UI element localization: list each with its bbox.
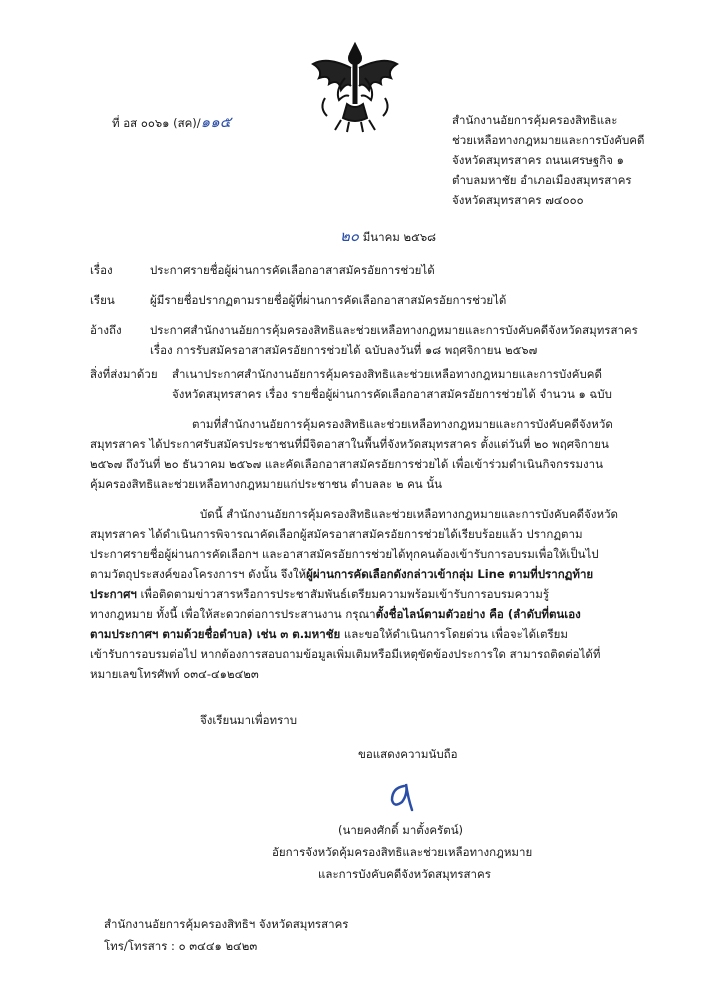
signer-title-line: และการบังคับคดีจังหวัดสมุทรสาคร xyxy=(318,867,491,881)
enclosure-line: จังหวัดสมุทรสาคร เรื่อง รายชื่อผู้ผ่านการคัดเลือกอาสาสมัครอัยการช่วยได้ จำนวน ๑ ฉบับ xyxy=(172,387,612,401)
paragraph-line: สมุทรสาคร ได้ดำเนินการพิจารณาคัดเลือกผู้สมัครอาสาสมัครอัยการช่วยได้เรียบร้อยแล้ว ปรากฏตาม xyxy=(90,527,583,541)
address-line: จังหวัดสมุทรสาคร ๗๔๐๐๐ xyxy=(452,193,584,207)
address-line: จังหวัดสมุทรสาคร ถนนเศรษฐกิจ ๑ xyxy=(452,153,624,167)
paragraph-line: เข้ารับการอบรมต่อไป หากต้องการสอบถามข้อมูลเพิ่มเติมหรือมีเหตุขัดข้องประการใด สามารถติดต่อได้ที่ xyxy=(90,647,601,661)
garuda-emblem-icon xyxy=(305,38,405,134)
paragraph-line xyxy=(90,564,618,584)
signoff-text: ขอแสดงความนับถือ xyxy=(358,747,458,761)
signature xyxy=(382,780,426,814)
reference-text xyxy=(150,320,638,360)
reference-line: เรื่อง การรับสมัครอาสาสมัครอัยการช่วยได้ ฉบับลงวันที่ ๑๘ พฤศจิกายน ๒๕๖๗ xyxy=(150,343,538,357)
paragraph-line xyxy=(90,604,618,624)
footer-phone: โทร/โทรสาร : ๐ ๓๔๔๑ ๒๔๒๓ xyxy=(104,939,258,953)
agency-address xyxy=(452,110,644,210)
recipient-text: ผู้มีรายชื่อปรากฏตามรายชื่อผู้ที่ผ่านการคัดเลือกอาสาสมัครอัยการช่วยได้ xyxy=(150,293,507,307)
paragraph-bold-text: ประกาศฯ xyxy=(90,587,137,601)
letter-date xyxy=(340,226,436,247)
reference-number xyxy=(112,112,231,133)
paragraph-background xyxy=(90,414,613,494)
paragraph-line: หมายเลขโทรศัพท์ ๐๓๔-๔๑๒๔๒๓ xyxy=(90,667,259,681)
paragraph-line: ตามที่สำนักงานอัยการคุ้มครองสิทธิและช่วยเหลือทางกฎหมายและการบังคับคดีจังหวัด xyxy=(192,417,613,431)
closing-text: จึงเรียนมาเพื่อทราบ xyxy=(200,713,298,727)
signer-name: (นายคงศักดิ์ มาตั้งครัตน์) xyxy=(338,823,464,837)
paragraph-text: เพื่อติดตามข่าวสารหรือการประชาสัมพันธ์เตรียมความพร้อมเข้ารับการอบรมความรู้ xyxy=(136,587,550,601)
paragraph-line xyxy=(90,584,618,604)
subject-text: ประกาศรายชื่อผู้ผ่านการคัดเลือกอาสาสมัครอัยการช่วยได้ xyxy=(150,263,435,277)
signer-title-line: อัยการจังหวัดคุ้มครองสิทธิและช่วยเหลือทางกฎหมาย xyxy=(272,845,533,859)
address-line: สำนักงานอัยการคุ้มครองสิทธิและ xyxy=(452,113,618,127)
paragraph-bold-text: ตั้งชื่อไลน์ตามตัวอย่าง คือ (ลำดับที่ตนเอง xyxy=(375,607,581,621)
paragraph-action xyxy=(90,504,618,684)
date-month-year: มีนาคม ๒๕๖๘ xyxy=(362,230,436,244)
reference-handwritten-number: ๑๑๕ xyxy=(200,113,232,131)
date-day-handwritten: ๒๐ xyxy=(340,227,360,245)
paragraph-line: สมุทรสาคร ได้ประกาศรับสมัครประชาชนที่มีจิตอาสาในพื้นที่จังหวัดสมุทรสาคร ตั้งแต่วันที่ ๒๐ พฤศจิกายน xyxy=(90,437,609,451)
paragraph-line: บัดนี้ สำนักงานอัยการคุ้มครองสิทธิและช่วยเหลือทางกฎหมายและการบังคับคดีจังหวัด xyxy=(200,507,619,521)
paragraph-text: และขอให้ดำเนินการโดยด่วน เพื่อจะได้เตรียม xyxy=(340,627,568,641)
recipient-label: เรียน xyxy=(90,293,115,307)
enclosure-label: สิ่งที่ส่งมาด้วย xyxy=(90,367,158,381)
paragraph-line xyxy=(90,624,618,644)
paragraph-text: ทางกฎหมาย ทั้งนี้ เพื่อให้สะดวกต่อการประสานงาน กรุณา xyxy=(90,607,376,621)
enclosure-line: สำเนาประกาศสำนักงานอัยการคุ้มครองสิทธิและช่วยเหลือทางกฎหมายและการบังคับคดี xyxy=(172,367,602,381)
paragraph-line: ประกาศรายชื่อผู้ผ่านการคัดเลือกฯ และอาสาสมัครอัยการช่วยได้ทุกคนต้องเข้ารับการอบรมเพื่อให้เป็นไป xyxy=(90,547,599,561)
paragraph-text: ตามวัตถุประสงค์ของโครงการฯ ดังนั้น จึงให้ xyxy=(90,567,307,581)
subject-label: เรื่อง xyxy=(90,263,113,277)
enclosure-text xyxy=(172,364,612,404)
paragraph-line: ๒๕๖๗ ถึงวันที่ ๒๐ ธันวาคม ๒๕๖๗ และคัดเลือกอาสาสมัครอัยการช่วยได้ เพื่อเข้าร่วมดำเนินกิจกรรมงาน xyxy=(90,457,603,471)
reference-prefix: ที่ อส ๐๐๖๑ (สค)/ xyxy=(112,116,201,130)
reference-line: ประกาศสำนักงานอัยการคุ้มครองสิทธิและช่วยเหลือทางกฎหมายและการบังคับคดีจังหวัดสมุทรสาคร xyxy=(150,323,638,337)
address-line: ช่วยเหลือทางกฎหมายและการบังคับคดี xyxy=(452,133,645,147)
paragraph-bold-text: ผู้ผ่านการคัดเลือกดังกล่าวเข้ากลุ่ม Line ตามที่ปรากฏท้าย xyxy=(306,567,594,581)
reference-label: อ้างถึง xyxy=(90,323,122,337)
paragraph-line: คุ้มครองสิทธิและช่วยเหลือทางกฎหมายแก่ประชาชน ตำบลละ ๒ คน นั้น xyxy=(90,477,443,491)
paragraph-bold-text: ตามประกาศฯ ตามด้วยชื่อตำบล) เช่น ๓ ต.มหาชัย xyxy=(90,627,341,641)
footer-office: สำนักงานอัยการคุ้มครองสิทธิฯ จังหวัดสมุทรสาคร xyxy=(104,917,349,931)
address-line: ตำบลมหาชัย อำเภอเมืองสมุทรสาคร xyxy=(452,173,632,187)
